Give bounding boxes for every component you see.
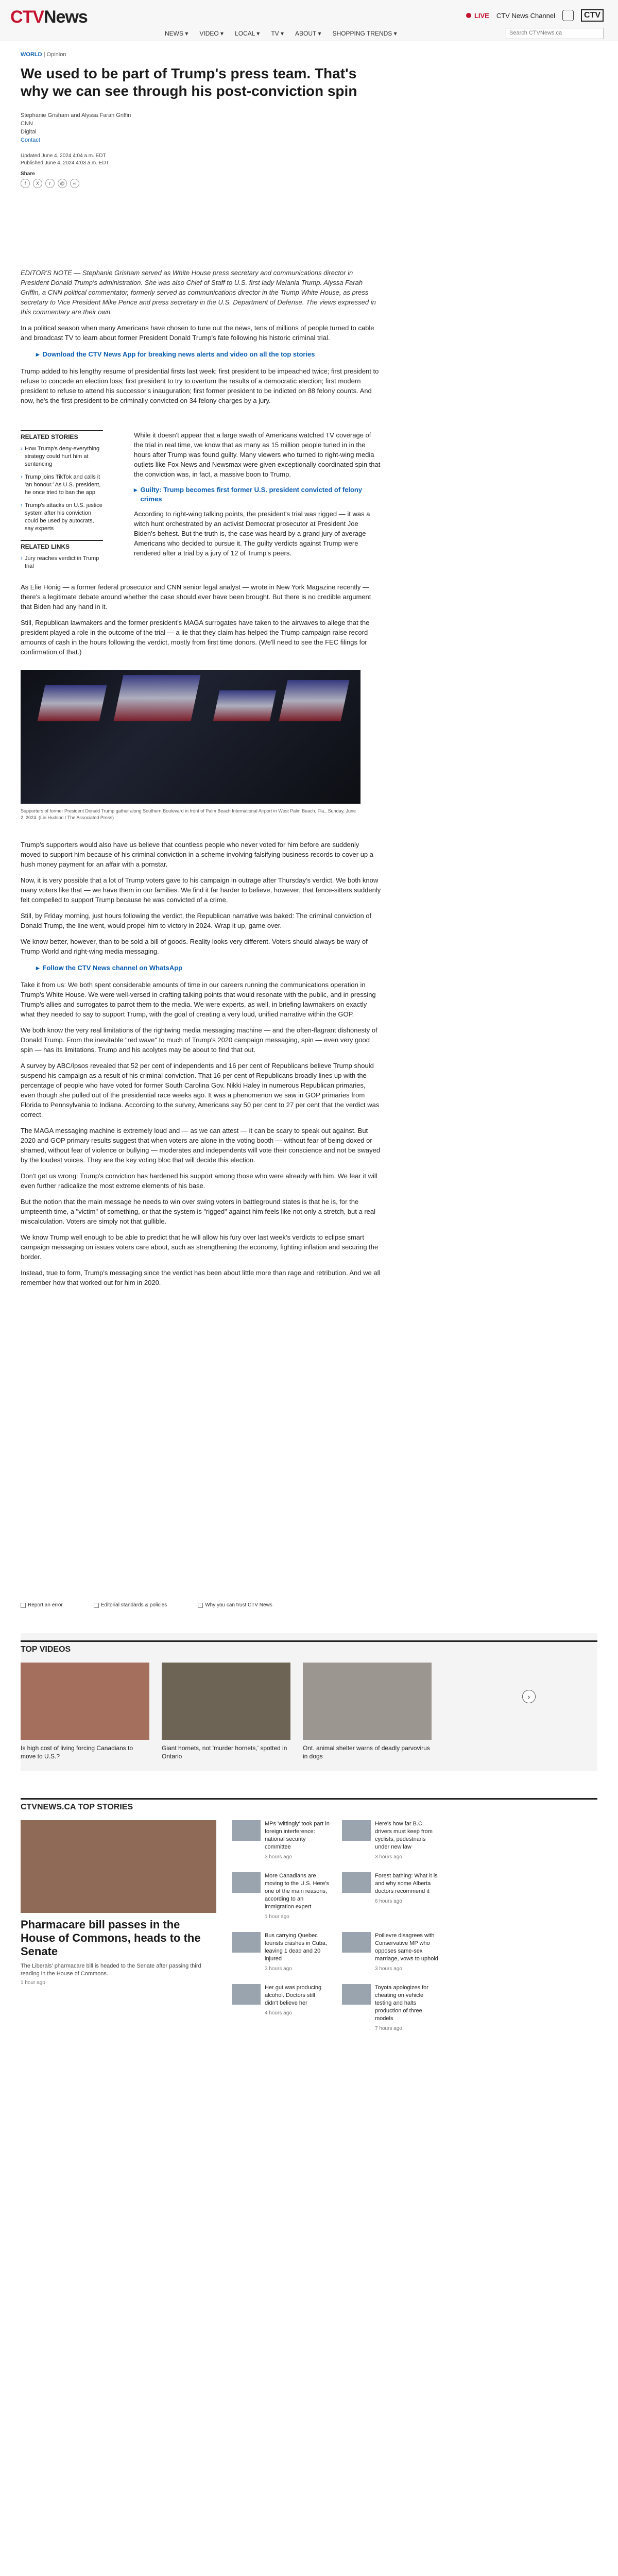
ctv-brand-badge[interactable]: CTV [581,9,604,22]
nav-local[interactable]: LOCAL ▾ [235,30,260,37]
updated-date: Updated June 4, 2024 4:04 a.m. EDT [21,153,106,159]
live-label: LIVE [474,11,489,20]
x-icon[interactable]: X [33,179,42,188]
reddit-icon[interactable]: r [45,179,55,188]
story-title: Her gut was producing alcohol. Doctors still didn't believe her [265,1985,322,2006]
action-label: Report an error [28,1602,63,1608]
paragraph: But the notion that the main message he needs to win over swing voters in battleground states is that he is, for the umpteenth time, a "victim" of something, or that the system is "rigged" against him feels like not only a stretch, but a real miscalculation. Voters are simply not that gullible. [21,1198,375,1225]
story-time: 6 hours ago [375,1899,402,1904]
story-title: Toyota apologizes for cheating on vehicle testing and halts production of three models [375,1985,428,2022]
cta-label: Guilty: Trump becomes first former U.S. president convicted of felony crimes [140,486,363,503]
authors: Stephanie Grisham and Alyssa Farah Griffin [21,112,131,118]
paragraph: As Elie Honig — a former federal prosecutor and CNN senior legal analyst — wrote in New York Magazine recently — there's a legitimate debate around whether the case should ever have been brought. But there is no credible argument that Biden had any hand in it. [21,583,371,611]
paragraph: Take it from us: We both spent considerable amounts of time in our careers running the communications operation in Trump's White House. We were well-versed in crafting talking points that would resonate with the public, and in pressing Trump's allies and surrogates to parrot them to the media. We were experts, as well, in briefing lawmakers on exactly what they needed to say to support Trump, with the goal of creating a very loud, unified narrative within the GOP. [21,981,376,1018]
lead-story[interactable] [21,1820,216,2032]
related-stories [21,430,103,575]
outlet: CNN [21,121,33,127]
lead-story-time: 1 hour ago [21,1980,45,1986]
related-stories-title: RELATED STORIES [21,430,103,441]
byline [21,111,175,144]
logo-sub-text: News [44,7,88,27]
article-footer-actions [21,1602,272,1608]
app-download-cta[interactable] [36,350,366,359]
video-cards [21,1663,597,1760]
story-time: 1 hour ago [265,1914,289,1920]
related-link[interactable]: › Jury reaches verdict in Trump trial [21,555,103,570]
story-thumbnail [342,1820,371,1841]
story-thumbnail [232,1820,261,1841]
video-card[interactable] [162,1663,290,1760]
story-time: 3 hours ago [265,1854,292,1860]
story-thumbnail [342,1872,371,1893]
nav-video[interactable]: VIDEO ▾ [199,30,224,37]
story-item[interactable] [232,1872,330,1921]
contact-link[interactable]: Contact [21,137,40,143]
video-card[interactable] [21,1663,149,1760]
breadcrumb [21,52,597,58]
share-label: Share [21,171,35,177]
document-icon [94,1603,99,1608]
site-header [0,0,618,41]
article-body-2 [21,582,381,663]
paragraph: The MAGA messaging machine is extremely loud and — as we can attest — it can be scary to speak out against. But 2020 and GOP primary results suggest that when voters are alone in the voting booth — without fear of being doxed or shamed, without fear of violence or bullying — moderates and independents will vote their conscience and not be swayed by the loudest voices. They are the key voting bloc that will decide this election. [21,1127,381,1164]
story-thumbnail [232,1932,261,1953]
top-stories-layout [21,1820,597,2032]
paragraph: While it doesn't appear that a large swath of Americans watched TV coverage of the trial in real time, we know that as many as 15 million people tuned in in the hours after Trump was found guilty. Many viewers who turned to right-wing media outlets like Fox News and Newsmax were given exceptionally coordinated spin that the conviction was, in fact, a massive boon to Trump. [134,431,381,478]
story-time: 3 hours ago [265,1966,292,1972]
paragraph: Instead, true to form, Trump's messaging since the verdict has been about little more than rage and retribution. And we all remember how that worked out for him in 2020. [21,1269,381,1286]
ctv-news-logo[interactable] [10,7,88,27]
photo-caption: Supporters of former President Donald Trump gather along Southern Boulevard in front of Palm Beach International Airport in West Palm Beach, Fla., Sunday, June 2, 2024. (Lin Hudson / The Associated Press) [21,808,356,820]
story-title: More Canadians are moving to the U.S. Here's one of the main reasons, according to an immigration expert [265,1873,329,1910]
paragraph: We know better, however, than to be sold a bill of goods. Reality looks very different. Voters should always be wary of Trump World and right-wing media messaging. [21,938,368,955]
top-stories-section [21,1798,597,2032]
related-story-link[interactable]: › Trump joins TikTok and calls it 'an honour.' As U.S. president, he once tried to ban the app [21,473,103,497]
story-item[interactable] [342,1984,440,2032]
header-utility [466,9,604,22]
flag-shape [113,675,200,721]
article [21,52,597,1608]
news-channel-link[interactable]: CTV News Channel [496,11,555,20]
action-label: Why you can trust CTV News [205,1602,272,1608]
story-item[interactable] [232,1932,330,1973]
main-nav [165,30,397,37]
cta-label: Follow the CTV News channel on WhatsApp [42,964,183,972]
live-dot-icon [466,13,471,18]
nav-about[interactable]: ABOUT ▾ [295,30,321,37]
format: Digital [21,129,37,135]
flag-icon [21,1603,26,1608]
article-photo[interactable] [21,670,360,804]
guilty-story-cta[interactable] [134,485,381,504]
whatsapp-cta[interactable] [36,963,366,973]
cta-label: Download the CTV News App for breaking news alerts and video on all the top stories [42,350,315,358]
story-item[interactable] [232,1984,330,2032]
related-links-title: RELATED LINKS [21,540,103,551]
story-time: 4 hours ago [265,2010,292,2016]
arrow-icon: ▸ [134,486,138,494]
search-input[interactable]: Search CTVNews.ca [506,28,604,39]
story-time: 3 hours ago [375,1966,402,1972]
carousel-next-icon[interactable]: › [522,1690,536,1703]
dates [21,152,597,167]
story-item[interactable] [342,1932,440,1973]
story-title: MPs 'wittingly' took part in foreign interference: national security committee [265,1821,330,1850]
arrow-icon: ▸ [36,350,40,358]
article-body-3 [21,840,381,1294]
nav-news[interactable]: NEWS ▾ [165,30,188,37]
story-thumbnail [342,1984,371,2005]
paragraph: Still, Republican lawmakers and the former president's MAGA surrogates have taken to the airwaves to allege that the president played a role in the outcome of the trial — a lie that they claim has helped the Trump campaign raise record amounts of cash in the hours following the verdict, mostly from first time donors. (We'll need to see the FEC filings for confirmation of that.) [21,619,370,656]
story-title: Poilievre disagrees with Conservative MP who opposes same-sex marriage, vows to uphold [375,1933,438,1962]
paragraph: In a political season when many Americans have chosen to tune out the news, tens of millions of people turned to cable and broadcast TV to learn about former President Donald Trump's fate following his historic criminal trial. [21,324,374,342]
facebook-icon[interactable]: f [21,179,30,188]
logo-main-text: CTV [10,7,44,27]
article-body-narrow [134,430,381,564]
story-grid [232,1820,550,2032]
story-title: Bus carrying Quebec tourists crashes in Cuba, leaving 1 dead and 20 injured [265,1933,328,1962]
story-item[interactable] [342,1820,440,1861]
published-date: Published June 4, 2024 4:03 a.m. EDT [21,160,109,166]
story-thumbnail [232,1984,261,2005]
paragraph: We know Trump well enough to be able to predict that he will allow his fury over last week's verdicts to eclipse smart campaign messaging on issues voters care about, such as strengthening the economy, fighting inflation and securing the border. [21,1233,379,1261]
top-videos-section [21,1633,597,1771]
video-card[interactable] [303,1663,432,1760]
paragraph: Trump's supporters would also have us believe that countless people who never voted for him before are suddenly moved to support him because of his criminal conviction in a scheme involving falsifying business records to cover up a hush money payment for an affair with a pornstar. [21,841,374,868]
editor-note: EDITOR'S NOTE — Stephanie Grisham served as White House press secretary and communications director in President Donald Trump's administration. She was also Chief of Staff to U.S. first lady Melania Trump. Alyssa Farah Griffin, a CNN political commentator, formerly served as communications director in the Trump White House, as press secretary to Vice President Mike Pence and press secretary in the U.S. Department of Defense. The views expressed in this commentary are their own. [21,269,376,316]
action-label: Editorial standards & policies [100,1602,167,1608]
nav-tv[interactable]: TV ▾ [271,30,284,37]
breadcrumb-separator: | [43,52,47,58]
breadcrumb-world[interactable]: WORLD [21,52,42,58]
report-error-button[interactable] [21,1602,63,1608]
related-story-link[interactable]: › How Trump's deny-everything strategy could hurt him at sentencing [21,445,103,468]
paragraph: Trump added to his lengthy resume of presidential firsts last week: first president to be impeached twice; first president to refuse to concede an election loss; first president to try to overturn the results of a democratic election; first modern president to refuse to attend his successor's inauguration; first former president to be indicted on 88 felony counts. And now, he's the first president to be criminally convicted on 34 felony charges by a jury. [21,367,379,404]
paragraph: A survey by ABC/Ipsos revealed that 52 per cent of independents and 16 per cent of Republicans believe Trump should suspend his campaign as a result of his criminal conviction. That 16 per cent of Republicans broadly lines up with the percentage of people who have voted for former South Carolina Gov. Nikki Haley in numerous Republican primaries, even though she pulled out of the presidential race weeks ago. It was a phenomenon we saw in GOP primaries from Florida to Pennsylvania to Indiana. According to the survey, Americans say 50 per cent to 27 per cent that the verdict was correct. [21,1062,380,1118]
arrow-icon: ▸ [36,964,40,972]
story-time: 3 hours ago [375,1854,402,1860]
paragraph: According to right-wing talking points, the president's trial was rigged — it was a witch hunt orchestrated by an activist Democrat prosecutor at President Joe Biden's behest. But the truth is, the case was heard by a grand jury of average Americans who decided to pursue it. The guilty verdicts against Trump were rendered after a trial by a jury of 12 of Trump's peers. [134,510,370,557]
story-thumbnail [232,1872,261,1893]
video-title: Giant hornets, not 'murder hornets,' spotted in Ontario [162,1744,287,1760]
shield-icon [198,1603,203,1608]
article-body [21,268,381,412]
related-story-link[interactable]: › Trump's attacks on U.S. justice system after his conviction could be used by autocrats, say experts [21,502,103,533]
nav-shopping-trends[interactable]: SHOPPING TRENDS ▾ [332,30,397,37]
paragraph: Don't get us wrong: Trump's conviction has hardened his support among those who were already with him. We fear it will even further radicalize the most extreme elements of his base. [21,1172,377,1190]
story-title: Forest bathing: What it is and why some Alberta doctors recommend it [375,1873,438,1894]
email-icon[interactable]: @ [58,179,67,188]
video-thumbnail [21,1663,149,1740]
story-thumbnail [342,1932,371,1953]
flag-shape [279,680,349,721]
paragraph: Still, by Friday morning, just hours following the verdict, the Republican narrative was baked: The criminal conviction of Donald Trump, the line went, would propel him to victory in 2024. Wrap it up, game over. [21,912,372,929]
user-account-icon[interactable] [562,10,574,21]
article-title: We used to be part of Trump's press team. That's why we can see through his post-conviction spin [21,65,357,99]
story-item[interactable] [232,1820,330,1861]
flag-shape [38,685,107,721]
flag-shape [213,690,277,721]
video-title: Is high cost of living forcing Canadians to move to U.S.? [21,1744,133,1760]
link-icon[interactable]: ∞ [70,179,79,188]
editorial-standards-link[interactable] [94,1602,167,1608]
breadcrumb-opinion[interactable]: Opinion [46,52,66,58]
story-item[interactable] [342,1872,440,1921]
story-time: 7 hours ago [375,2026,402,2031]
lead-story-thumbnail [21,1820,216,1913]
video-thumbnail [303,1663,432,1740]
paragraph: We both know the very real limitations of the rightwing media messaging machine — and the often-flagrant dishonesty of Donald Trump. From the inevitable "red wave" to much of Trump's 2020 campaign messaging, spin — even very good spin — has its limitations. Trump and his acolytes may be about to find that out. [21,1026,377,1054]
live-indicator[interactable] [466,12,489,20]
lead-story-title: Pharmacare bill passes in the House of Commons, heads to the Senate [21,1918,201,1958]
video-title: Ont. animal shelter warns of deadly parvovirus in dogs [303,1744,430,1760]
story-title: Here's how far B.C. drivers must keep from cyclists, pedestrians under new law [375,1821,433,1850]
top-stories-title: CTVNEWS.CA TOP STORIES [21,1798,597,1812]
lead-story-summary: The Liberals' pharmacare bill is headed to the Senate after passing third reading in the House of Commons. [21,1963,201,1977]
trust-link[interactable] [198,1602,272,1608]
share-buttons [21,179,597,188]
video-thumbnail [162,1663,290,1740]
paragraph: Now, it is very possible that a lot of Trump voters gave to his campaign in outrage after Thursday's verdict. We both know many voters like that — we have them in our families. We find it far harder to believe, however, that fence-sitters suddenly felt compelled to support Trump because he was convicted of a crime. [21,876,381,904]
top-videos-title: TOP VIDEOS [21,1640,597,1654]
